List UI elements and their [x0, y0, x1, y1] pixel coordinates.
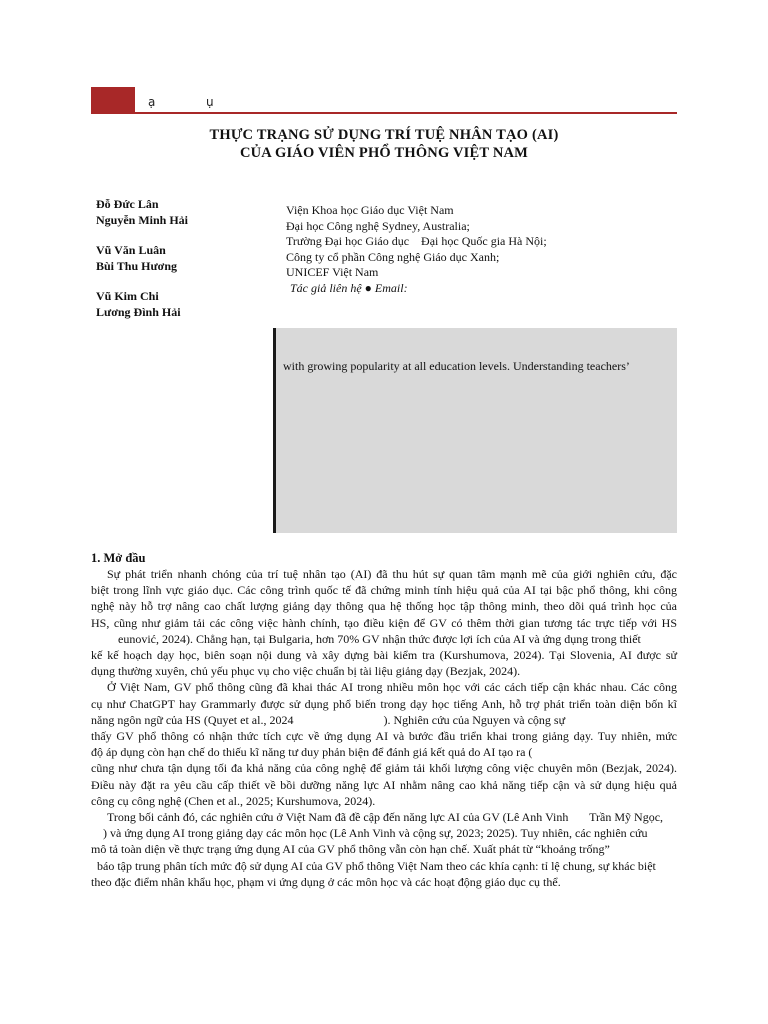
abstract-box — [273, 328, 677, 533]
corresponding-author-email: Tác giả liên hệ ● Email: — [290, 280, 408, 295]
author-name: Nguyễn Minh Hải — [96, 213, 189, 227]
body-line: mô tả toàn diện về thực trạng ứng dụng AI của GV phổ thông vẫn còn hạn chế. Xuất phát từ “khoảng trống” — [91, 842, 610, 857]
body-line: HS, cũng như giảm tải các công việc hành chính, tạo điều kiện để GV có thêm thời gian tương tác trực tiếp với HS — [91, 615, 677, 630]
running-header-text: ụ — [206, 95, 214, 109]
body-line: độ áp dụng còn hạn chế do thiếu kĩ năng tư duy phản biện để đánh giá kết quả do AI tạo ra ( — [91, 745, 533, 760]
header-accent-block — [91, 87, 135, 114]
author-name: Bùi Thu Hương — [96, 259, 177, 273]
body-line: năng ngôn ngữ của HS (Quyet et al., 2024 ). Nghiên cứu của Nguyen và cộng sự — [91, 712, 566, 727]
body-line: Ở Việt Nam, GV phổ thông cũng đã khai thác AI trong nhiều môn học với các cách tiếp cận khác nhau. Các công — [107, 680, 677, 695]
author-name: Lương Đình Hải — [96, 305, 181, 319]
affiliation: Công ty cổ phần Công nghệ Giáo dục Xanh; — [286, 249, 500, 264]
body-line: Sự phát triển nhanh chóng của trí tuệ nhân tạo (AI) đã thu hút sự quan tâm mạnh mẽ của giới nghiên cứu, đặc — [107, 567, 677, 581]
affiliation-list — [286, 203, 547, 296]
body-line: công cụ công nghệ (Chen et al., 2025; Kurshumova, 2024). — [91, 793, 376, 808]
abstract-text: with growing popularity at all education levels. Understanding teachers’ — [283, 359, 630, 373]
body-line: báo tập trung phân tích mức độ sử dụng AI của GV phổ thông Việt Nam theo các khía cạnh: tỉ lệ chung, sự khác biệt — [97, 858, 656, 873]
affiliation: Đại học Công nghệ Sydney, Australia; — [286, 218, 470, 233]
running-header-text: ạ — [148, 95, 156, 109]
body-line: cụ như ChatGPT hay Grammarly được sử dụng phổ biến trong dạy học tiếng Anh, hỗ trợ phát triển toàn diện bốn kĩ — [91, 696, 677, 711]
affiliation: Viện Khoa học Giáo dục Việt Nam — [286, 203, 454, 217]
body-line: Điều này đặt ra yêu cầu cấp thiết về bồi dưỡng năng lực AI nhằm nâng cao khả năng tiếp cận và sử dụng hiệu quả — [91, 777, 677, 792]
paper-title-line-2: CỦA GIÁO VIÊN PHỔ THÔNG VIỆT NAM — [239, 145, 529, 161]
body-line: thấy GV phổ thông có nhận thức tích cực về ứng dụng AI và bước đầu triển khai trong giảng dạy. Tuy nhiên, mức — [91, 729, 677, 744]
body-text — [91, 566, 677, 890]
author-name: Vũ Văn Luân — [96, 243, 166, 257]
section-heading: 1. Mở đầu — [91, 551, 146, 565]
author-list — [96, 196, 188, 320]
paper-title-line-1: THỰC TRẠNG SỬ DỤNG TRÍ TUỆ NHÂN TẠO (AI) — [209, 127, 559, 143]
body-line: eunović, 2024). Chẳng hạn, tại Bulgaria, hơn 70% GV nhận thức được lợi ích của AI và ứng dụng trong thiết — [91, 631, 641, 646]
body-line: kế kế hoạch dạy học, biên soạn nội dung và xây dựng bài kiểm tra (Kurshumova, 2024). Tại Slovenia, AI được sử — [91, 648, 677, 663]
author-name: Đỗ Đức Lân — [96, 197, 159, 211]
body-line: nghệ này hỗ trợ nâng cao chất lượng giảng dạy thông qua hệ thống học tập thông minh, theo dõi quá trình học của — [91, 599, 677, 614]
body-line: ) và ứng dụng AI trong giảng dạy các môn học (Lê Anh Vinh và cộng sự, 2023; 2025). Tuy nhiên, các nghiên cứu — [91, 826, 648, 841]
affiliation: UNICEF Việt Nam — [286, 265, 379, 279]
header-rule — [135, 112, 677, 114]
body-line: theo đặc điểm nhân khẩu học, phạm vi ứng dụng ở các môn học và các hoạt động giáo dục cụ thể. — [91, 874, 561, 889]
body-line: dụng thường xuyên, chủ yếu phục vụ cho việc chuẩn bị tài liệu giảng dạy (Bezjak, 2024). — [91, 664, 521, 679]
affiliation: Trường Đại học Giáo dục Đại học Quốc gia Hà Nội; — [286, 234, 547, 248]
author-name: Vũ Kim Chi — [96, 289, 159, 303]
body-line: biệt trong lĩnh vực giáo dục. Các công trình quốc tế đã chứng minh tính hiệu quả của AI tại bậc phổ thông, khi công — [91, 583, 677, 598]
body-line: Trong bối cảnh đó, các nghiên cứu ở Việt Nam đã đề cập đến năng lực AI của GV (Lê Anh Vinh Trần Mỹ Ngọc, — [107, 810, 664, 825]
body-line: cũng như chưa tận dụng tối đa khả năng của công nghệ để giảm tải khối lượng công việc chuyên môn (Bezjak, 2024). — [91, 761, 677, 776]
abstract-side-bar — [273, 328, 276, 533]
